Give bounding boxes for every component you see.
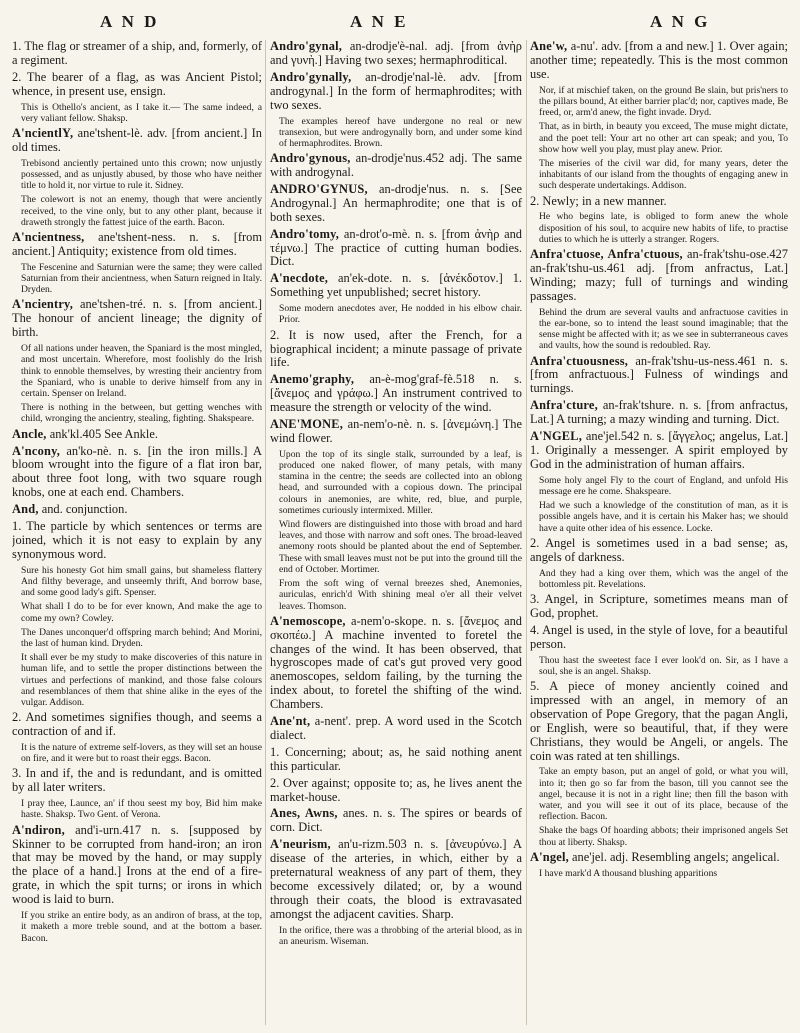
dictionary-entry: [12, 127, 262, 155]
dictionary-entry: [12, 298, 262, 340]
entry-text: an-frak'tshu-us-ness.461 n. s. [from anfractuous.] Fulness of windings and turnings.: [530, 353, 788, 396]
entry-text: ane'tshen-tré. n. s. [from ancient.] The honour of ancient lineage; the dignity of birth.: [12, 297, 262, 340]
entry-text: an'ek-dote. n. s. [ἀνέκδοτον.] 1. Something yet unpublished; secret history.: [270, 271, 522, 300]
column-1: [12, 40, 262, 1025]
headword: Ane'w,: [530, 40, 568, 53]
dictionary-entry: [270, 746, 522, 774]
citation-quote: [539, 868, 788, 879]
column-divider: [526, 40, 527, 1025]
citation-quote: [21, 158, 262, 192]
column-2: [270, 40, 522, 1025]
column-divider: [265, 40, 266, 1025]
citation-quote: [279, 925, 522, 947]
headword: Anfra'ctuose, Anfra'ctuous,: [530, 247, 683, 262]
entry-text: 1. Concerning; about; as, he said nothing anent this particular.: [270, 744, 522, 773]
entry-text: an'ko-nè. n. s. [in the iron mills.] A bloom wrought into the figure of a flat iron bar, about three foot long, with two square rough knobs, one at each end. Chambers.: [12, 443, 262, 500]
quote-text: The Danes unconquer'd offspring march behind; And Morini, the last of human kind. Dryden.: [21, 626, 262, 649]
entry-text: and. conjunction.: [38, 502, 128, 517]
dictionary-entry: [12, 767, 262, 795]
quote-text: Wind flowers are distinguished into those with broad and hard leaves, and those with narrow and soft ones. The broad-leaved anemony roots should be planted about the end of September. These with small leaves must not be put into the ground till the end of October. Mortimer.: [279, 519, 522, 575]
quote-text: I have mark'd A thousand blushing apparitions: [539, 867, 718, 879]
dictionary-entry: [12, 231, 262, 259]
quote-text: Take an empty bason, put an angel of gold, or what you will, into it; then go so far from the bason, till you cannot see the angel, because it is not in a right line; then fill the bason with water, and you will see it out of its place, because of the reflection. Bacon.: [539, 766, 788, 823]
headword: ANE'MONE,: [270, 417, 344, 432]
quote-text: He who begins late, is obliged to form anew the whole disposition of his soul, to acquire new habits of life, to practise duties to which he is utterly a stranger. Rogers.: [539, 211, 788, 245]
entry-text: 1. The flag or streamer of a ship, and, formerly, of a regiment.: [12, 40, 262, 67]
entry-text: an-drodje'nus.452 adj. The same with androgynal.: [270, 151, 522, 180]
dictionary-entry: [530, 680, 788, 763]
dictionary-entry: [530, 851, 788, 865]
quote-text: Had we such a knowledge of the constitution of man, as it is possible angels have, and it is certain his Maker has; we should have a quite other idea of his essence. Locke.: [539, 500, 788, 534]
dictionary-entry: [270, 183, 522, 225]
quote-text: From the soft wing of vernal breezes shed, Anemonies, auriculas, enrich'd With shining meal o'er all their velvet leaves. Thomson.: [279, 578, 522, 612]
citation-quote: [21, 402, 262, 424]
entry-text: and'i-urn.417 n. s. [supposed by Skinner to be corrupted from hand-iron; an iron that may be moved by the hand, or may supply the place of a hand.] Irons at the end of a fire-grate, in which the spit turns; or irons in which wood is laid to burn.: [12, 822, 262, 907]
dictionary-entry: [270, 807, 522, 835]
citation-quote: [539, 211, 788, 245]
dictionary-entry: [530, 399, 788, 427]
entry-text: ane'tshent-lè. adv. [from ancient.] In old times.: [12, 126, 262, 154]
entry-text: ank'kl.405 See Ankle.: [46, 426, 158, 441]
entry-text: 2. Angel is sometimes used in a bad sense; as, angels of darkness.: [530, 535, 788, 564]
dictionary-entry: [12, 824, 262, 907]
headword: Andro'gynal,: [270, 40, 343, 53]
dictionary-entry: [270, 777, 522, 805]
entry-text: a-nem'o-skope. n. s. [ἄνεμος and σκοπέω.] A machine invented to foretel the changes of the wind. It has been observed, that hygroscopes made of cat's gut proved very good anemoscopes, seldom failing, by the turning the index about, to foretel the shifting of the wind. Chambers.: [270, 613, 522, 712]
citation-quote: [21, 910, 262, 944]
entry-text: a-nu'. adv. [from a and new.] 1. Over again; another time; repeatedly. This is the most common use.: [530, 40, 788, 81]
entry-text: an-drodje'è-nal. adj. [from ἀνὴρ and γυνὴ.] Having two sexes; hermaphroditical.: [270, 40, 522, 67]
headword: A'necdote,: [270, 271, 329, 286]
quote-text: The examples hereof have undergone no real or new transexion, but were androgynally born, and under some kind of hermaphrodites. Brown.: [279, 115, 522, 149]
quote-text: This is Othello's ancient, as I take it.— The same indeed, a very valiant fellow. Shaksp.: [21, 101, 262, 124]
citation-quote: [539, 568, 788, 590]
entry-text: an-drodje'nal-lè. adv. [from androgynal.] In the form of hermaphrodites; with two sexes.: [270, 69, 522, 112]
quote-text: Nor, if at mischief taken, on the ground Be slain, but pris'ners to the pillars bound, At either barrier plac'd; nor, captives made, Be freed, or, arm'd anew, the fight invade. Dryd.: [539, 84, 788, 119]
headword: A'ndiron,: [12, 822, 65, 837]
entry-text: anes. n. s. The spires or beards of corn. Dict.: [270, 806, 522, 835]
citation-quote: [21, 742, 262, 764]
citation-quote: [279, 578, 522, 612]
citation-quote: [539, 475, 788, 497]
running-header: [0, 12, 800, 38]
citation-quote: [21, 102, 262, 124]
quote-text: There is nothing in the between, but getting wenches with child, wronging the ancientry, stealing, fighting. Shakspeare.: [21, 402, 262, 425]
dictionary-entry: [530, 355, 788, 397]
dictionary-entry: [270, 71, 522, 113]
headword: Andro'gynally,: [270, 69, 352, 84]
dictionary-entry: [530, 624, 788, 652]
citation-quote: [279, 519, 522, 575]
header-left: A N D: [100, 12, 160, 31]
entry-text: an-frak'tshure. n. s. [from anfractus, Lat.] A turning; a mazy winding and turning. Dict.: [530, 398, 788, 427]
citation-quote: [21, 343, 262, 399]
citation-quote: [539, 655, 788, 677]
citation-quote: [21, 627, 262, 649]
quote-text: In the orifice, there was a throbbing of the arterial blood, as in an aneurism. Wiseman.: [279, 924, 522, 947]
dictionary-entry: [270, 272, 522, 300]
entry-text: 2. Newly; in a new manner.: [530, 193, 667, 208]
citation-quote: [539, 85, 788, 119]
dictionary-entry: [12, 40, 262, 68]
entry-text: an'u-rizm.503 n. s. [ἀνευρύνω.] A disease of the arteries, in which, either by a preternatural weakness of any part of them, they become excessively dilated; or, by a wound through their coats, the blood is extravasated amongst the adjacent cavities. Sharp.: [270, 837, 522, 921]
entry-text: 1. The particle by which sentences or terms are joined, which it is not easy to explain by any synonymous word.: [12, 519, 262, 561]
citation-quote: [21, 194, 262, 228]
dictionary-entry: [12, 445, 262, 501]
headword: A'ncientness,: [12, 230, 85, 245]
quote-text: Shake the bags Of hoarding abbots; their imprisoned angels Set thou at liberty. Shaksp.: [539, 825, 788, 848]
dictionary-entry: [530, 195, 788, 209]
quote-text: The Fescenine and Saturnian were the same; they were called Saturnian from their ancientness, when Saturn reigned in Italy. Dryden.: [21, 261, 262, 296]
citation-quote: [21, 565, 262, 599]
headword: A'ncony,: [12, 443, 61, 458]
headword: Andro'gynous,: [270, 151, 351, 166]
entry-text: 3. In and if, the and is redundant, and is omitted by all later writers.: [12, 766, 262, 795]
citation-quote: [279, 303, 522, 325]
citation-quote: [539, 500, 788, 534]
quote-text: The miseries of the civil war did, for many years, deter the inhabitants of our island from the thoughts of engaging anew in such desperate undertakings. Addison.: [539, 157, 788, 192]
headword: Anfra'cture,: [530, 398, 598, 413]
entry-text: an-è-mog'graf-fè.518 n. s. [ἄνεμος and γράφω.] An instrument contrived to measure the strength or velocity of the wind.: [270, 372, 522, 415]
quote-text: That, as in birth, in beauty you exceed, The muse might dictate, and the poet tell: Your art no other art can speak; and you, To show how well you play, must play anew. Prior.: [539, 121, 788, 155]
headword: A'ncientlY,: [12, 126, 74, 141]
entry-text: an-nem'o-nè. n. s. [ἀνεμώνη.] The wind flower.: [270, 417, 522, 445]
dictionary-entry: [530, 593, 788, 621]
dictionary-entry: [270, 228, 522, 270]
headword: A'ngel,: [530, 849, 569, 864]
entry-text: an-frak'tshu-ose.427 an-frak'tshu-us.461 adj. [from anfractus, Lat.] Winding; mazy; full of turnings and winding passages.: [530, 247, 788, 303]
column-3: [530, 40, 788, 1025]
entry-text: 4. Angel is used, in the style of love, for a beautiful person.: [530, 622, 788, 651]
headword: Anemo'graphy,: [270, 372, 355, 387]
dictionary-entry: [530, 248, 788, 304]
dictionary-entry: [270, 838, 522, 921]
quote-text: I pray thee, Launce, an' if thou seest my boy, Bid him make haste. Shaksp. Two Gent. of Verona.: [21, 798, 262, 821]
header-right: A N G: [650, 12, 711, 31]
headword: Ancle,: [12, 426, 47, 441]
entry-text: ane'jel. adj. Resembling angels; angelical.: [568, 849, 780, 864]
headword: Anfra'ctuousness,: [530, 353, 629, 368]
quote-text: Sure his honesty Got him small gains, but shameless flattery And filthy beverage, and unseemly thrift, And borrow base, and some good lady's gift. Spenser.: [21, 564, 262, 599]
headword: Anes, Awns,: [270, 806, 338, 821]
headword: A'NGEL,: [530, 429, 583, 444]
quote-text: What shall I do to be for ever known, And make the age to come my own? Cowley.: [21, 601, 262, 624]
citation-quote: [21, 798, 262, 820]
dictionary-entry: [270, 329, 522, 371]
dictionary-entry: [270, 615, 522, 712]
entry-text: an-drodje'nus. n. s. [See Androgynal.] An hermaphrodite; one that is of both sexes.: [270, 181, 522, 224]
entry-text: 2. The bearer of a flag, as was Ancient Pistol; whence, in present use, ensign.: [12, 69, 262, 98]
headword: Andro'tomy,: [270, 226, 340, 241]
citation-quote: [539, 307, 788, 352]
entry-text: a-nent'. prep. A word used in the Scotch dialect.: [270, 714, 522, 742]
citation-quote: [21, 652, 262, 708]
citation-quote: [539, 121, 788, 155]
quote-text: Upon the top of its single stalk, surrounded by a leaf, is produced one naked flower, of many petals, with many stamina in the centre; the seeds are collected into an oblong head, and surrounded with a copious down. The principal colours in anemonies, are white, red, blue, and purple, sometimes curiously intermixed. Miller.: [279, 448, 522, 516]
citation-quote: [539, 158, 788, 192]
citation-quote: [21, 262, 262, 296]
dictionary-entry: [270, 152, 522, 180]
citation-quote: [539, 766, 788, 822]
entry-text: 2. Over against; opposite to; as, he lives anent the market-house.: [270, 775, 522, 804]
citation-quote: [539, 825, 788, 847]
dictionary-entry: [12, 503, 262, 517]
dictionary-entry: [270, 373, 522, 415]
quote-text: Behind the drum are several vaults and anfractuose cavities in the ear-bone, so to intend the least sound imaginable; that the sense might be affected with it; as we see in subterraneous caves and vaults, how the sound is redoubled. Ray.: [539, 306, 788, 352]
quote-text: The colewort is not an enemy, though that were anciently received, to the vine only, but to any other plant, because it draweth strongly the fattest juice of the earth. Bacon.: [21, 194, 262, 228]
dictionary-entry: [270, 40, 522, 68]
entry-text: ane'jel.542 n. s. [ἄγγελος; angelus, Lat.] 1. Originally a messenger. A spirit employed by God in the administration of human affairs.: [530, 429, 788, 471]
entry-text: 3. Angel, in Scripture, sometimes means man of God, prophet.: [530, 591, 788, 620]
dictionary-entry: [12, 520, 262, 562]
dictionary-entry: [530, 537, 788, 565]
quote-text: If you strike an entire body, as an andiron of brass, at the top, it maketh a more treble sound, and at the bottom a baser. Bacon.: [21, 910, 262, 944]
citation-quote: [279, 449, 522, 516]
entry-text: an-drot'o-mè. n. s. [from ἀνὴρ and τέμνω.] The practice of cutting human bodies. Dict.: [270, 226, 522, 269]
headword: A'ncientry,: [12, 297, 74, 312]
dictionary-entry: [530, 430, 788, 472]
headword: Ane'nt,: [270, 714, 311, 729]
quote-text: Some modern anecdotes aver, He nodded in his elbow chair. Prior.: [279, 303, 522, 326]
citation-quote: [279, 116, 522, 150]
entry-text: ane'tshent-ness. n. s. [from ancient.] Antiquity; existence from old times.: [12, 230, 262, 258]
headword: A'nemoscope,: [270, 613, 346, 628]
header-center: A N E: [350, 12, 409, 31]
dictionary-entry: [270, 715, 522, 743]
entry-text: 5. A piece of money anciently coined and impressed with an angel, in memory of an observation of Pope Gregory, that the pagan Angli, or English, were so beautiful, that, if they were Christians, they would be Angeli, or angels. The coin was rated at ten shillings.: [530, 679, 788, 763]
quote-text: It is the nature of extreme self-lovers, as they will set an house on fire, and it were but to roast their eggs. Bacon.: [21, 742, 262, 765]
entry-text: 2. And sometimes signifies though, and seems a contraction of and if.: [12, 710, 262, 739]
quote-text: Trebisond anciently pertained unto this crown; now unjustly possessed, and as unjustly abused, by those who have neither title to hold it, nor virtue to rule it. Sidney.: [21, 157, 262, 192]
headword: ANDRO'GYNUS,: [270, 181, 368, 196]
dictionary-entry: [12, 711, 262, 739]
headword: And,: [12, 502, 39, 517]
dictionary-entry: [530, 40, 788, 82]
dictionary-entry: [12, 428, 262, 442]
quote-text: Of all nations under heaven, the Spaniard is the most mingled, and most uncertain. Wherefore, most foolishly do the Irish think to ennoble themselves, by wresting their ancientry from the Spaniard, who is unable to derive himself from any in certain. Spenser on Ireland.: [21, 343, 262, 400]
quote-text: And they had a king over them, which was the angel of the bottomless pit. Revelations.: [539, 567, 788, 590]
quote-text: It shall ever be my study to make discoveries of this nature in human life, and to settle the proper distinctions between the virtues and perfections of mankind, and those false colours and resemblances of them that shine alike in the eyes of the vulgar. Addison.: [21, 652, 262, 709]
quote-text: Some holy angel Fly to the court of England, and unfold His message ere he come. Shakspeare.: [539, 474, 788, 497]
citation-quote: [21, 601, 262, 623]
dictionary-entry: [270, 418, 522, 446]
headword: A'neurism,: [270, 837, 331, 852]
entry-text: 2. It is now used, after the French, for a biographical incident; a minute passage of private life.: [270, 327, 522, 370]
dictionary-entry: [12, 71, 262, 99]
quote-text: Thou hast the sweetest face I ever look'd on. Sir, as I have a soul, she is an angel. Shaksp.: [539, 654, 788, 677]
